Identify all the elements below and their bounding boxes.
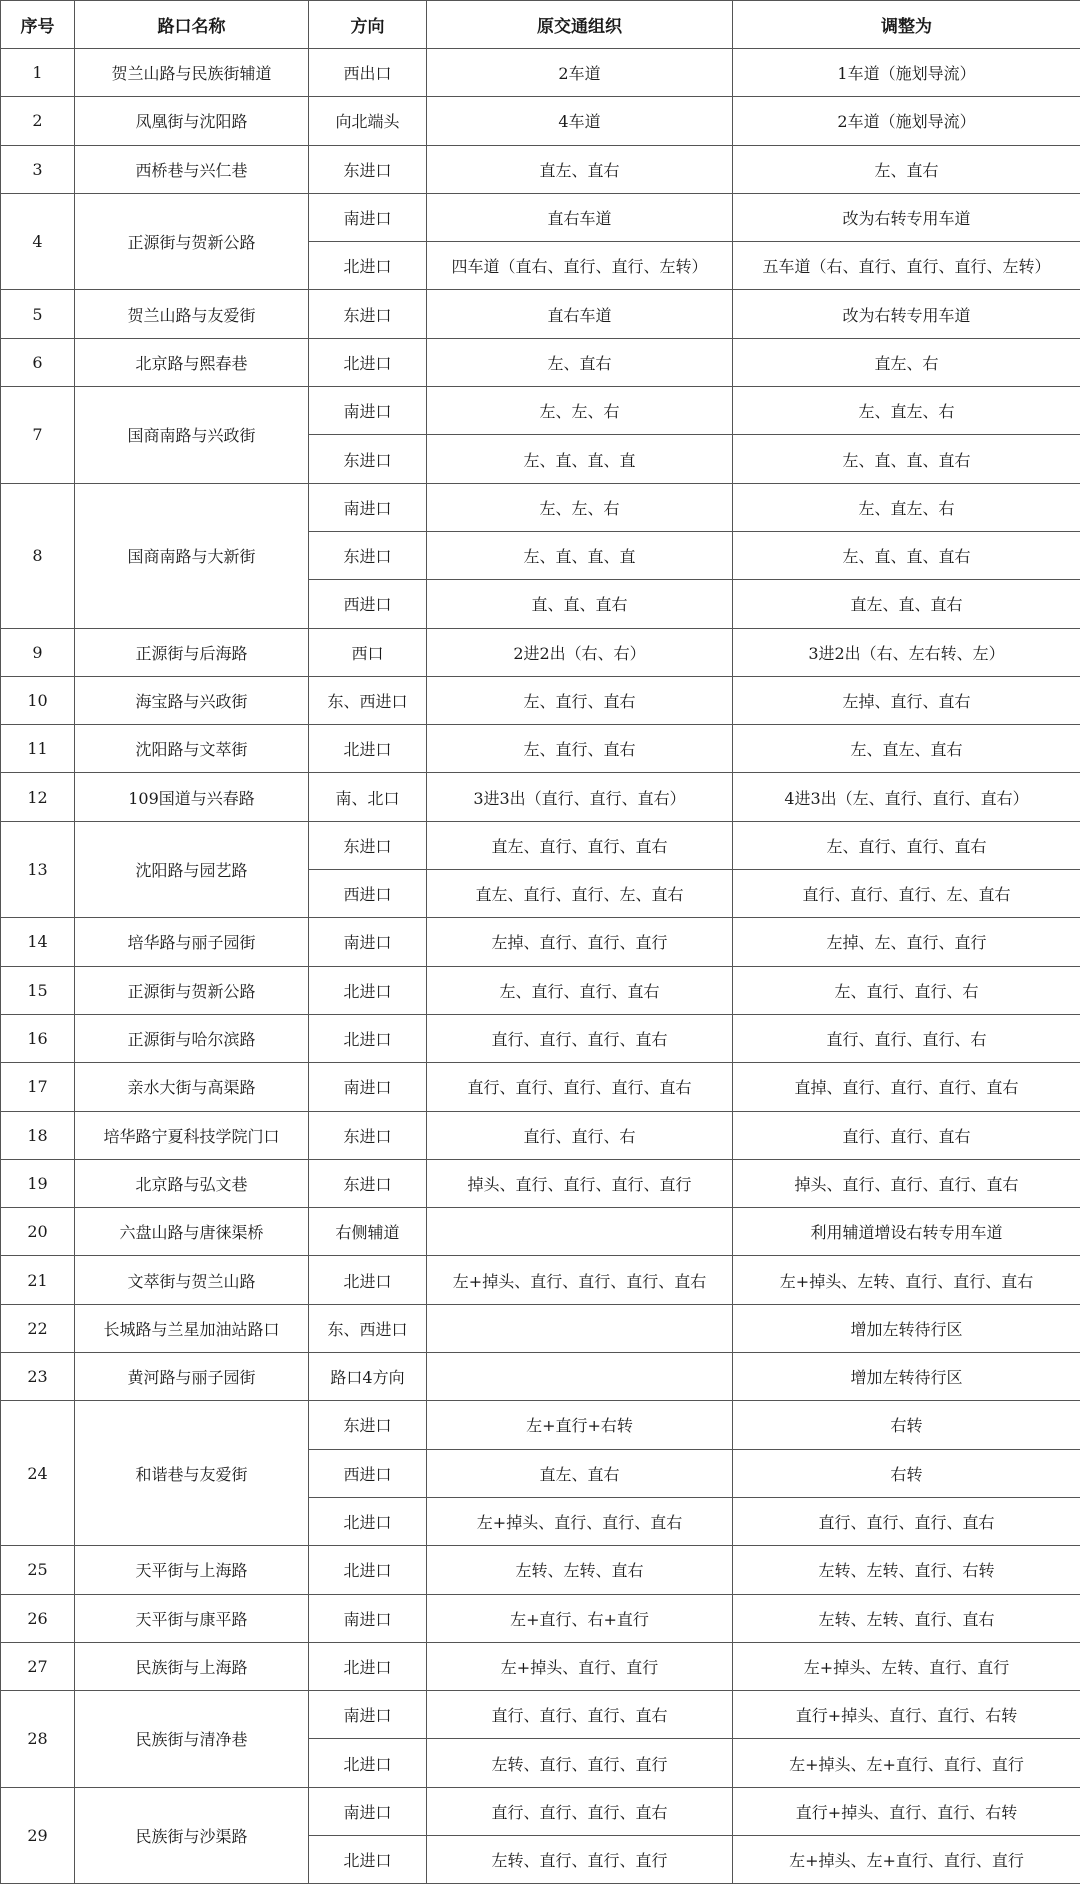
table-row: [1, 290, 1080, 338]
cell-original-organization: 3进3出（直行、直行、直右）: [427, 773, 733, 821]
table-row: [1, 145, 1080, 193]
cell-serial-number: 8: [1, 483, 75, 628]
cell-serial-number: 9: [1, 628, 75, 676]
table-row: [1, 483, 1080, 531]
cell-original-organization: 左+掉头、直行、直行、直行、直右: [427, 1256, 733, 1304]
cell-serial-number: 14: [1, 918, 75, 966]
cell-adjusted-to: 左、直行、直行、右: [733, 966, 1080, 1014]
cell-adjusted-to: 右转: [733, 1449, 1080, 1497]
table-row: [1, 676, 1080, 724]
cell-direction: 北进口: [309, 1014, 427, 1062]
cell-original-organization: 左转、左转、直右: [427, 1546, 733, 1594]
cell-original-organization: 4车道: [427, 97, 733, 145]
cell-intersection-name: 国商南路与兴政街: [75, 387, 309, 484]
cell-adjusted-to: 直行、直行、直行、直右: [733, 1497, 1080, 1545]
cell-serial-number: 2: [1, 97, 75, 145]
cell-original-organization: 直、直、直右: [427, 580, 733, 628]
cell-original-organization: 直左、直行、直行、直右: [427, 821, 733, 869]
cell-adjusted-to: 改为右转专用车道: [733, 290, 1080, 338]
cell-direction: 北进口: [309, 725, 427, 773]
cell-serial-number: 7: [1, 387, 75, 484]
cell-adjusted-to: 2车道（施划导流）: [733, 97, 1080, 145]
cell-direction: 西口: [309, 628, 427, 676]
cell-original-organization: 直行、直行、直行、直右: [427, 1691, 733, 1739]
cell-intersection-name: 正源街与哈尔滨路: [75, 1014, 309, 1062]
table-row: [1, 1691, 1080, 1739]
cell-adjusted-to: 直行、直行、直行、右: [733, 1014, 1080, 1062]
cell-direction: 南进口: [309, 387, 427, 435]
cell-direction: 东进口: [309, 1159, 427, 1207]
cell-original-organization: 掉头、直行、直行、直行、直行: [427, 1159, 733, 1207]
table-row: [1, 1594, 1080, 1642]
cell-serial-number: 26: [1, 1594, 75, 1642]
cell-direction: 向北端头: [309, 97, 427, 145]
cell-direction: 北进口: [309, 1739, 427, 1787]
cell-serial-number: 6: [1, 338, 75, 386]
table-row: [1, 387, 1080, 435]
cell-direction: 东进口: [309, 821, 427, 869]
cell-serial-number: 13: [1, 821, 75, 918]
cell-serial-number: 11: [1, 725, 75, 773]
cell-direction: 右侧辅道: [309, 1208, 427, 1256]
cell-direction: 南进口: [309, 483, 427, 531]
cell-direction: 北进口: [309, 1256, 427, 1304]
cell-intersection-name: 天平街与上海路: [75, 1546, 309, 1594]
cell-direction: 北进口: [309, 1546, 427, 1594]
cell-serial-number: 17: [1, 1063, 75, 1111]
cell-direction: 南进口: [309, 1063, 427, 1111]
cell-original-organization: 左+直行、右+直行: [427, 1594, 733, 1642]
cell-serial-number: 5: [1, 290, 75, 338]
cell-adjusted-to: 利用辅道增设右转专用车道: [733, 1208, 1080, 1256]
cell-direction: 西进口: [309, 1449, 427, 1497]
header-direction: 方向: [309, 1, 427, 49]
cell-adjusted-to: 左、直、直、直右: [733, 531, 1080, 579]
cell-direction: 东进口: [309, 1111, 427, 1159]
cell-original-organization: 左转、直行、直行、直行: [427, 1835, 733, 1883]
cell-original-organization: 左、直右: [427, 338, 733, 386]
cell-adjusted-to: 右转: [733, 1401, 1080, 1449]
cell-original-organization: 左、直行、直右: [427, 676, 733, 724]
cell-adjusted-to: 左、直左、直右: [733, 725, 1080, 773]
cell-adjusted-to: 左、直行、直行、直右: [733, 821, 1080, 869]
cell-original-organization: 左转、直行、直行、直行: [427, 1739, 733, 1787]
cell-intersection-name: 黄河路与丽子园街: [75, 1353, 309, 1401]
cell-original-organization: 直行、直行、直行、直右: [427, 1787, 733, 1835]
cell-intersection-name: 正源街与后海路: [75, 628, 309, 676]
cell-intersection-name: 贺兰山路与友爱街: [75, 290, 309, 338]
header-intersection-name: 路口名称: [75, 1, 309, 49]
header-original-organization: 原交通组织: [427, 1, 733, 49]
cell-direction: 南、北口: [309, 773, 427, 821]
cell-intersection-name: 民族街与上海路: [75, 1642, 309, 1690]
table-row: [1, 821, 1080, 869]
cell-intersection-name: 海宝路与兴政街: [75, 676, 309, 724]
cell-original-organization: [427, 1353, 733, 1401]
cell-adjusted-to: 左、直左、右: [733, 387, 1080, 435]
table-row: [1, 1208, 1080, 1256]
cell-serial-number: 23: [1, 1353, 75, 1401]
cell-serial-number: 21: [1, 1256, 75, 1304]
cell-intersection-name: 北京路与熙春巷: [75, 338, 309, 386]
cell-direction: 西进口: [309, 580, 427, 628]
cell-original-organization: 直左、直右: [427, 145, 733, 193]
cell-original-organization: [427, 1208, 733, 1256]
cell-adjusted-to: 左+掉头、左转、直行、直行、直右: [733, 1256, 1080, 1304]
cell-adjusted-to: 直行+掉头、直行、直行、右转: [733, 1787, 1080, 1835]
cell-original-organization: 左掉、直行、直行、直行: [427, 918, 733, 966]
cell-adjusted-to: 左转、左转、直行、右转: [733, 1546, 1080, 1594]
cell-serial-number: 15: [1, 966, 75, 1014]
cell-intersection-name: 109国道与兴春路: [75, 773, 309, 821]
cell-intersection-name: 培华路宁夏科技学院门口: [75, 1111, 309, 1159]
cell-direction: 东进口: [309, 1401, 427, 1449]
cell-original-organization: 左+掉头、直行、直行: [427, 1642, 733, 1690]
cell-direction: 北进口: [309, 1642, 427, 1690]
header-adjusted-to: 调整为: [733, 1, 1080, 49]
cell-intersection-name: 六盘山路与唐徕渠桥: [75, 1208, 309, 1256]
cell-intersection-name: 培华路与丽子园街: [75, 918, 309, 966]
table-row: [1, 628, 1080, 676]
cell-adjusted-to: 直掉、直行、直行、直行、直右: [733, 1063, 1080, 1111]
cell-direction: 南进口: [309, 918, 427, 966]
table-row: [1, 193, 1080, 241]
cell-direction: 路口4方向: [309, 1353, 427, 1401]
cell-adjusted-to: 增加左转待行区: [733, 1353, 1080, 1401]
table-row: [1, 725, 1080, 773]
cell-adjusted-to: 直行、直行、直行、左、直右: [733, 870, 1080, 918]
table-row: [1, 773, 1080, 821]
table-row: [1, 918, 1080, 966]
cell-adjusted-to: 左+掉头、左+直行、直行、直行: [733, 1739, 1080, 1787]
cell-original-organization: 2进2出（右、右）: [427, 628, 733, 676]
cell-adjusted-to: 左+掉头、左+直行、直行、直行: [733, 1835, 1080, 1883]
cell-serial-number: 24: [1, 1401, 75, 1546]
table-row: [1, 1353, 1080, 1401]
cell-direction: 南进口: [309, 1594, 427, 1642]
cell-adjusted-to: 左转、左转、直行、直右: [733, 1594, 1080, 1642]
cell-adjusted-to: 五车道（右、直行、直行、直行、左转）: [733, 242, 1080, 290]
table-row: [1, 1014, 1080, 1062]
cell-direction: 东进口: [309, 290, 427, 338]
cell-serial-number: 25: [1, 1546, 75, 1594]
cell-intersection-name: 北京路与弘文巷: [75, 1159, 309, 1207]
table-row: [1, 1642, 1080, 1690]
cell-adjusted-to: 直行、直行、直右: [733, 1111, 1080, 1159]
cell-adjusted-to: 直行+掉头、直行、直行、右转: [733, 1691, 1080, 1739]
cell-original-organization: 直行、直行、右: [427, 1111, 733, 1159]
cell-intersection-name: 沈阳路与园艺路: [75, 821, 309, 918]
cell-intersection-name: 亲水大街与高渠路: [75, 1063, 309, 1111]
table-row: [1, 1546, 1080, 1594]
cell-adjusted-to: 左、直右: [733, 145, 1080, 193]
cell-intersection-name: 贺兰山路与民族街辅道: [75, 49, 309, 97]
cell-direction: 西出口: [309, 49, 427, 97]
cell-adjusted-to: 左掉、左、直行、直行: [733, 918, 1080, 966]
cell-serial-number: 18: [1, 1111, 75, 1159]
cell-adjusted-to: 1车道（施划导流）: [733, 49, 1080, 97]
cell-serial-number: 19: [1, 1159, 75, 1207]
cell-serial-number: 27: [1, 1642, 75, 1690]
table-row: [1, 1787, 1080, 1835]
cell-serial-number: 12: [1, 773, 75, 821]
cell-intersection-name: 凤凰街与沈阳路: [75, 97, 309, 145]
cell-intersection-name: 正源街与贺新公路: [75, 966, 309, 1014]
cell-original-organization: 左+掉头、直行、直行、直右: [427, 1497, 733, 1545]
cell-direction: 东进口: [309, 531, 427, 579]
cell-original-organization: [427, 1304, 733, 1352]
cell-adjusted-to: 掉头、直行、直行、直行、直右: [733, 1159, 1080, 1207]
cell-original-organization: 四车道（直右、直行、直行、左转）: [427, 242, 733, 290]
cell-original-organization: 左、直、直、直: [427, 531, 733, 579]
cell-adjusted-to: 4进3出（左、直行、直行、直右）: [733, 773, 1080, 821]
cell-direction: 东、西进口: [309, 1304, 427, 1352]
cell-adjusted-to: 左+掉头、左转、直行、直行: [733, 1642, 1080, 1690]
table-row: [1, 1256, 1080, 1304]
cell-adjusted-to: 增加左转待行区: [733, 1304, 1080, 1352]
cell-original-organization: 左、直、直、直: [427, 435, 733, 483]
table-row: [1, 338, 1080, 386]
cell-original-organization: 直左、直行、直行、左、直右: [427, 870, 733, 918]
cell-direction: 北进口: [309, 338, 427, 386]
cell-direction: 北进口: [309, 242, 427, 290]
cell-intersection-name: 和谐巷与友爱街: [75, 1401, 309, 1546]
cell-original-organization: 左、直行、直右: [427, 725, 733, 773]
cell-serial-number: 28: [1, 1691, 75, 1788]
cell-adjusted-to: 左掉、直行、直右: [733, 676, 1080, 724]
cell-direction: 南进口: [309, 1787, 427, 1835]
cell-intersection-name: 沈阳路与文萃街: [75, 725, 309, 773]
table-row: [1, 49, 1080, 97]
cell-original-organization: 左、左、右: [427, 387, 733, 435]
cell-adjusted-to: 直左、右: [733, 338, 1080, 386]
cell-direction: 西进口: [309, 870, 427, 918]
table-row: [1, 966, 1080, 1014]
cell-serial-number: 1: [1, 49, 75, 97]
cell-intersection-name: 文萃街与贺兰山路: [75, 1256, 309, 1304]
cell-adjusted-to: 左、直左、右: [733, 483, 1080, 531]
cell-serial-number: 16: [1, 1014, 75, 1062]
cell-direction: 东进口: [309, 145, 427, 193]
cell-intersection-name: 民族街与沙渠路: [75, 1787, 309, 1884]
header-serial-number: 序号: [1, 1, 75, 49]
cell-original-organization: 直行、直行、直行、直右: [427, 1014, 733, 1062]
table-row: [1, 1401, 1080, 1449]
cell-adjusted-to: 改为右转专用车道: [733, 193, 1080, 241]
cell-intersection-name: 西桥巷与兴仁巷: [75, 145, 309, 193]
table-row: [1, 1063, 1080, 1111]
table-row: [1, 1304, 1080, 1352]
table-body: [1, 49, 1080, 1884]
cell-direction: 北进口: [309, 966, 427, 1014]
cell-adjusted-to: 直左、直、直右: [733, 580, 1080, 628]
cell-intersection-name: 长城路与兰星加油站路口: [75, 1304, 309, 1352]
cell-serial-number: 4: [1, 193, 75, 290]
cell-original-organization: 直右车道: [427, 193, 733, 241]
cell-direction: 北进口: [309, 1835, 427, 1883]
cell-intersection-name: 民族街与清净巷: [75, 1691, 309, 1788]
cell-direction: 南进口: [309, 193, 427, 241]
cell-serial-number: 10: [1, 676, 75, 724]
cell-original-organization: 左+直行+右转: [427, 1401, 733, 1449]
cell-original-organization: 直左、直右: [427, 1449, 733, 1497]
cell-intersection-name: 国商南路与大新街: [75, 483, 309, 628]
cell-intersection-name: 正源街与贺新公路: [75, 193, 309, 290]
cell-original-organization: 直右车道: [427, 290, 733, 338]
cell-original-organization: 直行、直行、直行、直行、直右: [427, 1063, 733, 1111]
table-row: [1, 1111, 1080, 1159]
cell-direction: 北进口: [309, 1497, 427, 1545]
cell-adjusted-to: 3进2出（右、左右转、左）: [733, 628, 1080, 676]
cell-original-organization: 左、直行、直行、直右: [427, 966, 733, 1014]
cell-direction: 东进口: [309, 435, 427, 483]
cell-direction: 南进口: [309, 1691, 427, 1739]
cell-original-organization: 2车道: [427, 49, 733, 97]
cell-original-organization: 左、左、右: [427, 483, 733, 531]
cell-direction: 东、西进口: [309, 676, 427, 724]
cell-serial-number: 20: [1, 1208, 75, 1256]
cell-serial-number: 29: [1, 1787, 75, 1884]
cell-serial-number: 22: [1, 1304, 75, 1352]
cell-adjusted-to: 左、直、直、直右: [733, 435, 1080, 483]
table-row: [1, 97, 1080, 145]
table-row: [1, 1159, 1080, 1207]
cell-serial-number: 3: [1, 145, 75, 193]
table-header-row: [1, 1, 1080, 49]
cell-intersection-name: 天平街与康平路: [75, 1594, 309, 1642]
